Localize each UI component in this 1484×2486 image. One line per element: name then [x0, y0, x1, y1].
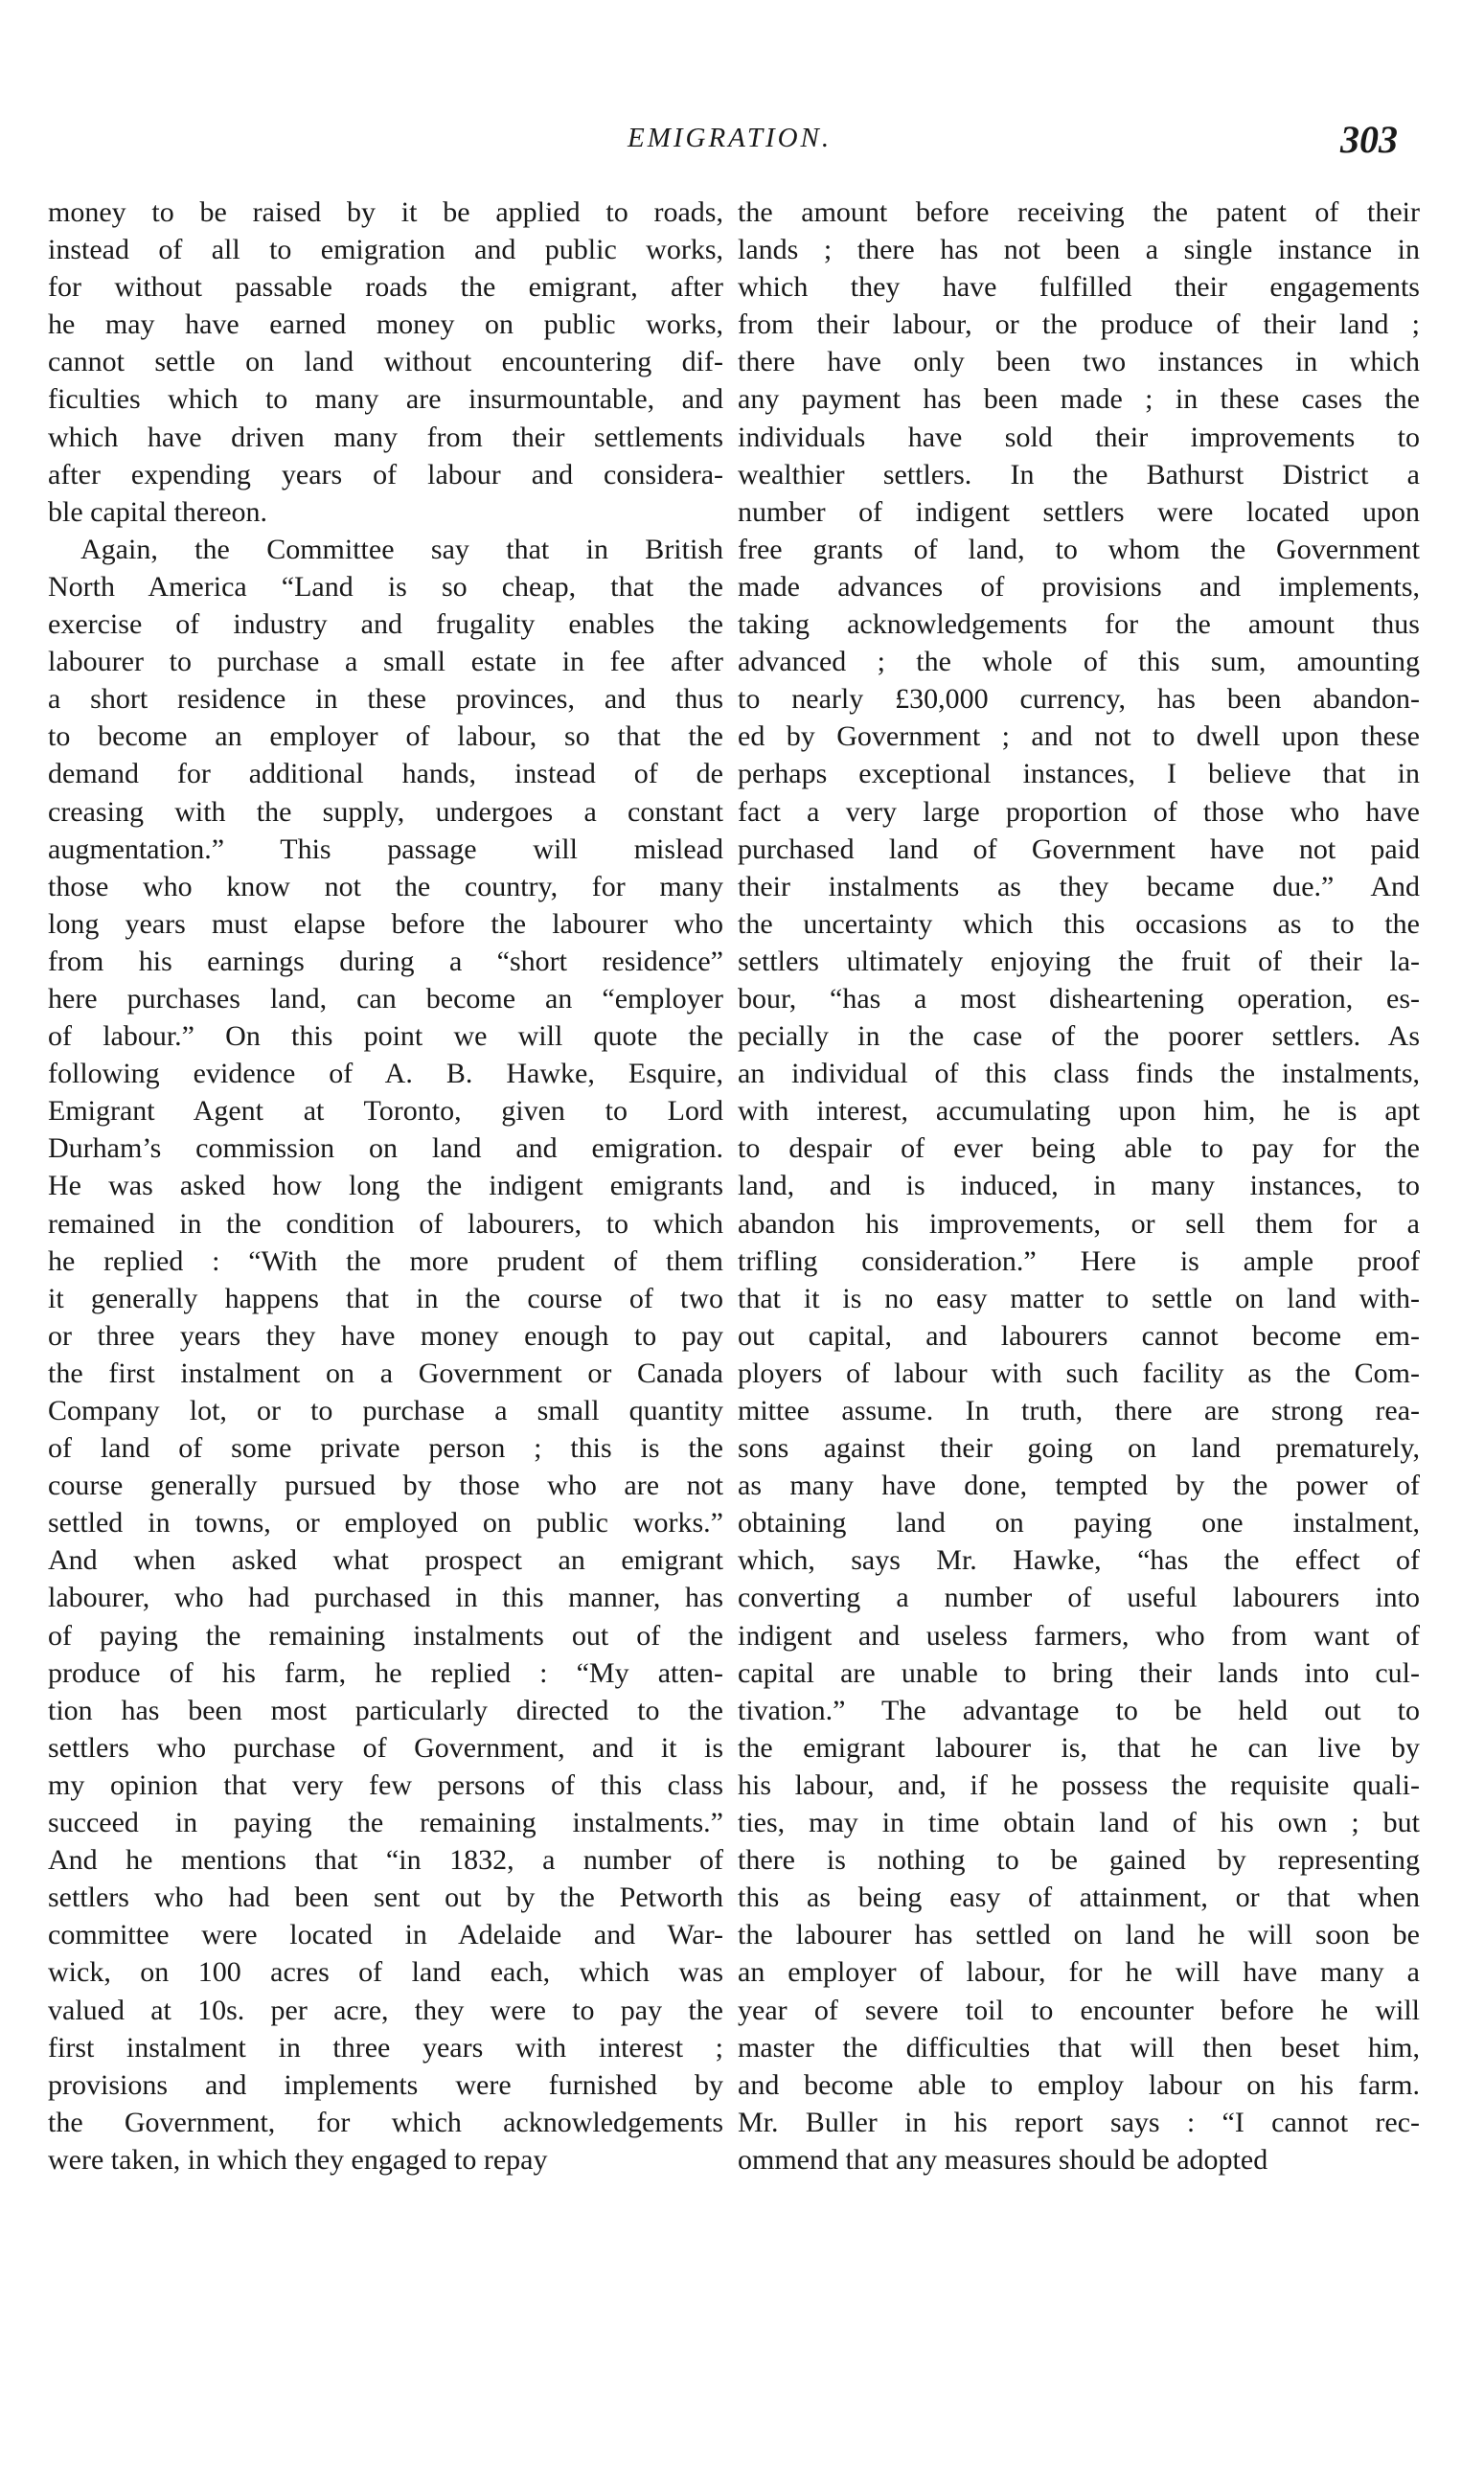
text-line: the uncertainty which this occasions as to the — [738, 907, 1420, 940]
text-line: the amount before receiving the patent of their — [738, 196, 1420, 228]
text-line: tivation.” The advantage to be held out to — [738, 1694, 1420, 1726]
text-line: bour, “has a most disheartening operation, es- — [738, 982, 1420, 1015]
text-line: this as being easy of attainment, or that when — [738, 1882, 1420, 1914]
text-line: my opinion that very few persons of this class — [48, 1768, 723, 1801]
text-line: and become able to employ labour on his farm. — [738, 2068, 1420, 2101]
text-line: to become an employer of labour, so that the — [48, 720, 723, 753]
text-line: converting a number of useful labourers into — [738, 1582, 1420, 1614]
left-column — [48, 194, 723, 2178]
text-line: Durham’s commission on land and emigration. — [48, 1132, 723, 1165]
text-line: lands ; there has not been a single instance in — [738, 234, 1420, 266]
text-line: he may have earned money on public works, — [48, 308, 723, 341]
text-line: Company lot, or to purchase a small quantity — [48, 1395, 723, 1426]
text-line: his labour, and, if he possess the requisite quali- — [738, 1768, 1420, 1801]
text-line: any payment has been made ; in these cases the — [738, 383, 1420, 416]
text-line: remained in the condition of labourers, to which — [48, 1207, 723, 1240]
text-line: mittee assume. In truth, there are strong rea- — [738, 1395, 1420, 1426]
text-line: he replied : “With the more prudent of them — [48, 1244, 723, 1277]
text-line: out capital, and labourers cannot become em- — [738, 1319, 1420, 1352]
text-line: advanced ; the whole of this sum, amounting — [738, 646, 1420, 678]
text-line: pecially in the case of the poorer settlers. As — [738, 1020, 1420, 1053]
text-line: Again, the Committee say that in British — [80, 533, 723, 565]
text-line: it generally happens that in the course of two — [48, 1282, 723, 1314]
text-line: ommend that any measures should be adopted — [738, 2143, 1268, 2176]
text-line: money to be raised by it be applied to roads, — [48, 196, 723, 228]
text-line: ployers of labour with such facility as the Com- — [738, 1357, 1420, 1389]
text-line: course generally pursued by those who are not — [48, 1470, 723, 1502]
text-line: long years must elapse before the labourer who — [48, 907, 723, 940]
text-line: purchased land of Government have not paid — [738, 832, 1420, 865]
text-line: perhaps exceptional instances, I believe that in — [738, 758, 1420, 790]
text-line: an employer of labour, for he will have many a — [738, 1956, 1420, 1989]
text-line: an individual of this class finds the instalments, — [738, 1058, 1420, 1090]
text-line: settlers who purchase of Government, and it is — [48, 1731, 723, 1764]
text-line: instead of all to emigration and public works, — [48, 234, 723, 266]
text-line: here purchases land, can become an “employer — [48, 982, 723, 1015]
text-line: to despair of ever being able to pay for the — [738, 1132, 1420, 1165]
text-line: which have driven many from their settlements — [48, 421, 723, 453]
text-line: committee were located in Adelaide and War- — [48, 1919, 723, 1951]
text-line: that it is no easy matter to settle on land with- — [738, 1282, 1420, 1314]
text-line: first instalment in three years with interest ; — [48, 2031, 723, 2064]
text-line: made advances of provisions and implements, — [738, 570, 1420, 603]
text-line: which they have fulfilled their engagements — [738, 271, 1420, 304]
text-line: of labour.” On this point we will quote the — [48, 1020, 723, 1053]
text-line: there have only been two instances in which — [738, 346, 1420, 378]
text-line: ble capital thereon. — [48, 495, 268, 528]
text-line: from their labour, or the produce of their land ; — [738, 308, 1420, 341]
text-line: succeed in paying the remaining instalments.” — [48, 1807, 723, 1839]
text-line: taking acknowledgements for the amount thus — [738, 608, 1420, 641]
text-line: labourer, who had purchased in this manner, has — [48, 1582, 723, 1614]
text-line: valued at 10s. per acre, they were to pay the — [48, 1994, 723, 2026]
right-column — [738, 194, 1420, 2178]
text-line: He was asked how long the indigent emigrants — [48, 1170, 723, 1202]
text-line: abandon his improvements, or sell them for a — [738, 1207, 1420, 1240]
text-line: the labourer has settled on land he will soon be — [738, 1919, 1420, 1951]
text-line: creasing with the supply, undergoes a constant — [48, 795, 723, 828]
text-line: And he mentions that “in 1832, a number of — [48, 1844, 723, 1877]
text-line: of land of some private person ; this is the — [48, 1432, 723, 1465]
text-line: fact a very large proportion of those who have — [738, 795, 1420, 828]
text-line: labourer to purchase a small estate in fee after — [48, 646, 723, 678]
running-head — [0, 118, 1484, 161]
text-line: free grants of land, to whom the Government — [738, 533, 1420, 565]
text-line: following evidence of A. B. Hawke, Esquire, — [48, 1058, 723, 1090]
text-line: ed by Government ; and not to dwell upon these — [738, 720, 1420, 753]
text-line: Emigrant Agent at Toronto, given to Lord — [48, 1095, 723, 1128]
text-line: the first instalment on a Government or Canada — [48, 1357, 723, 1389]
text-line: North America “Land is so cheap, that the — [48, 570, 723, 603]
text-line: to nearly £30,000 currency, has been abandon- — [738, 683, 1420, 716]
text-line: the emigrant labourer is, that he can live by — [738, 1731, 1420, 1764]
text-line: trifling consideration.” Here is ample proof — [738, 1244, 1420, 1277]
text-line: their instalments as they became due.” And — [738, 870, 1420, 902]
text-line: obtaining land on paying one instalment, — [738, 1507, 1420, 1539]
text-line: exercise of industry and frugality enables the — [48, 608, 723, 641]
page-number: 303 — [1340, 118, 1398, 161]
text-line: were taken, in which they engaged to repay — [48, 2143, 548, 2176]
text-line: settlers who had been sent out by the Petworth — [48, 1882, 723, 1914]
text-line: with interest, accumulating upon him, he is apt — [738, 1095, 1420, 1128]
text-line: demand for additional hands, instead of de — [48, 758, 723, 790]
text-line: sons against their going on land prematurely, — [738, 1432, 1420, 1465]
text-line: after expending years of labour and considera- — [48, 458, 723, 490]
text-line: individuals have sold their improvements to — [738, 421, 1420, 453]
text-line: capital are unable to bring their lands into cul- — [738, 1656, 1420, 1689]
text-line: the Government, for which acknowledgements — [48, 2106, 723, 2138]
text-line: as many have done, tempted by the power of — [738, 1470, 1420, 1502]
text-line: master the difficulties that will then beset him, — [738, 2031, 1420, 2064]
text-line: indigent and useless farmers, who from want of — [738, 1619, 1420, 1652]
text-line: which, says Mr. Hawke, “has the effect of — [738, 1544, 1420, 1577]
text-line: tion has been most particularly directed to the — [48, 1694, 723, 1726]
text-line: land, and is induced, in many instances, to — [738, 1170, 1420, 1202]
text-line: of paying the remaining instalments out of the — [48, 1619, 723, 1652]
text-line: provisions and implements were furnished by — [48, 2068, 723, 2101]
text-line: for without passable roads the emigrant, after — [48, 271, 723, 304]
text-line: settlers ultimately enjoying the fruit of their la- — [738, 945, 1420, 977]
text-line: wealthier settlers. In the Bathurst District a — [738, 458, 1420, 490]
running-head-title: EMIGRATION. — [628, 123, 833, 153]
text-line: produce of his farm, he replied : “My atten- — [48, 1656, 723, 1689]
text-line: those who know not the country, for many — [48, 870, 723, 902]
text-line: ties, may in time obtain land of his own ; but — [738, 1807, 1420, 1839]
text-line: from his earnings during a “short residence” — [48, 945, 723, 977]
text-line: a short residence in these provinces, and thus — [48, 683, 723, 716]
text-line: ficulties which to many are insurmountable, and — [48, 383, 723, 416]
text-line: or three years they have money enough to pay — [48, 1319, 723, 1352]
text-line: settled in towns, or employed on public works.” — [48, 1507, 723, 1539]
text-line: number of indigent settlers were located upon — [738, 495, 1420, 528]
text-line: And when asked what prospect an emigrant — [48, 1544, 723, 1577]
text-line: augmentation.” This passage will mislead — [48, 832, 723, 865]
text-line: year of severe toil to encounter before he will — [738, 1994, 1420, 2026]
text-line: wick, on 100 acres of land each, which was — [48, 1956, 723, 1989]
text-line: cannot settle on land without encountering dif- — [48, 346, 723, 378]
text-line: there is nothing to be gained by representing — [738, 1844, 1420, 1877]
text-line: Mr. Buller in his report says : “I cannot rec- — [738, 2106, 1420, 2138]
